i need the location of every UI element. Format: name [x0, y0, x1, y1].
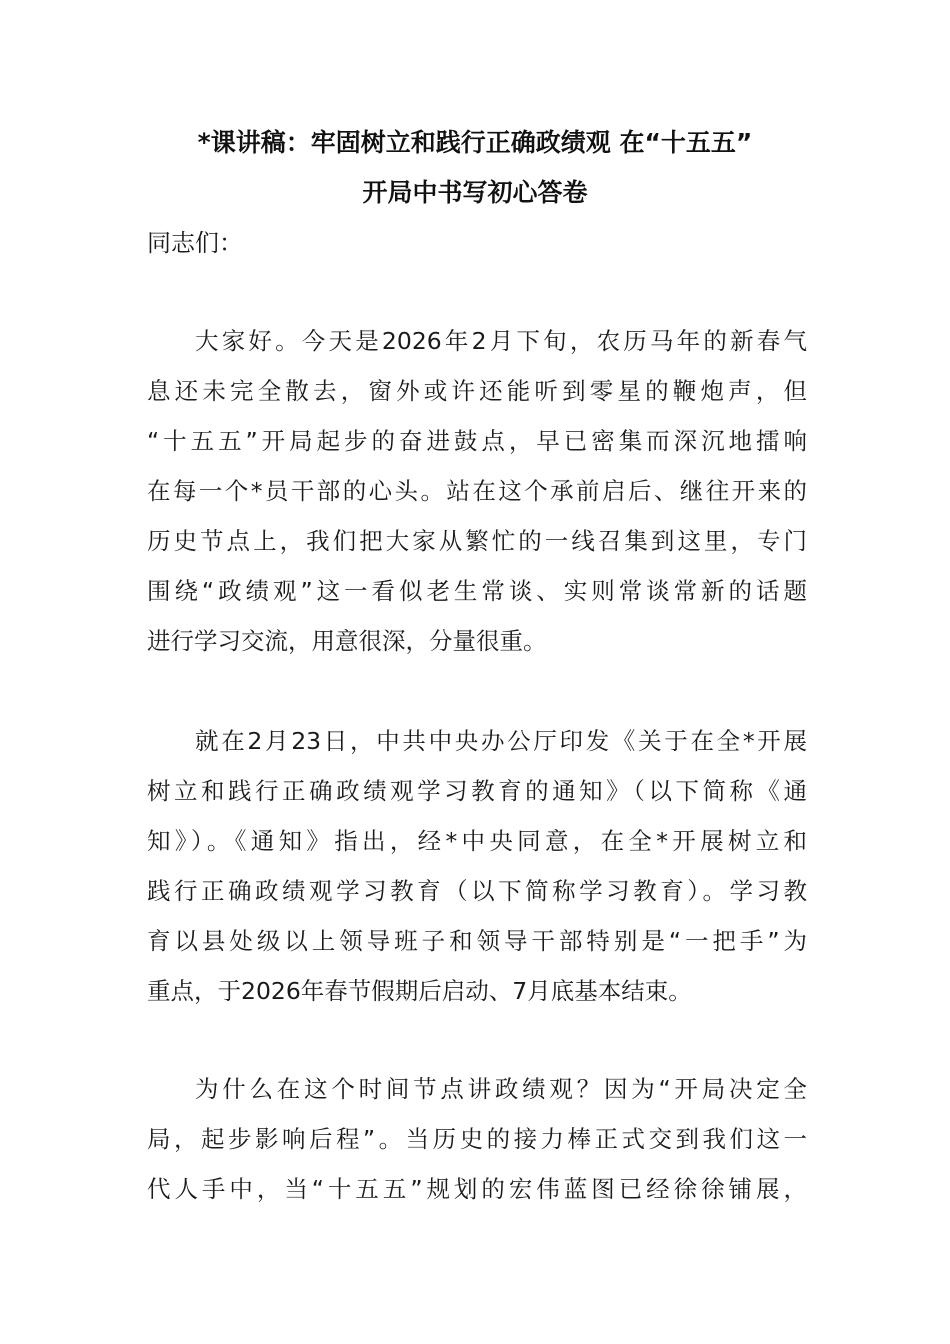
paragraph-1 [147, 316, 807, 666]
paragraph-line: 围绕“政绩观”这一看似老生常谈、实则常谈常新的话题 [147, 577, 807, 605]
paragraph-line: 大家好。今天是2026年2月下旬，农历马年的新春气 [195, 327, 807, 355]
paragraph-line: 息还未完全散去，窗外或许还能听到零星的鞭炮声，但 [147, 377, 807, 405]
paragraph-line: 践行正确政绩观学习教育（以下简称学习教育）。学习教 [147, 877, 807, 905]
paragraph-line: 树立和践行正确政绩观学习教育的通知》（以下简称《通 [147, 777, 807, 805]
paragraph-3 [147, 1064, 807, 1214]
paragraph-line: 进行学习交流，用意很深，分量很重。 [147, 627, 547, 655]
paragraph-line: 历史节点上，我们把大家从繁忙的一线召集到这里，专门 [147, 527, 807, 555]
paragraph-line: “十五五”开局起步的奋进鼓点，早已密集而深沉地擂响 [147, 427, 807, 455]
paragraph-line: 知》）。《通知》指出，经*中央同意，在全*开展树立和 [147, 827, 807, 855]
paragraph-line: 重点，于2026年春节假期后启动、7月底基本结束。 [147, 977, 692, 1005]
paragraph-line: 局，起步影响后程”。当历史的接力棒正式交到我们这一 [147, 1125, 807, 1153]
paragraph-2 [147, 716, 807, 1016]
salutation: 同志们： [147, 229, 243, 257]
paragraph-line: 代人手中，当“十五五”规划的宏伟蓝图已经徐徐铺展， [147, 1175, 807, 1203]
paragraph-line: 育以县处级以上领导班子和领导干部特别是“一把手”为 [147, 927, 807, 955]
paragraph-line: 为什么在这个时间节点讲政绩观？因为“开局决定全 [195, 1075, 807, 1103]
paragraph-line: 在每一个*员干部的心头。站在这个承前启后、继往开来的 [147, 477, 807, 505]
document-title-line-1: *课讲稿：牢固树立和践行正确政绩观 在“十五五” [197, 128, 753, 157]
document-title-line-2: 开局中书写初心答卷 [362, 178, 588, 207]
paragraph-line: 就在2月23日，中共中央办公厅印发《关于在全*开展 [195, 727, 807, 755]
